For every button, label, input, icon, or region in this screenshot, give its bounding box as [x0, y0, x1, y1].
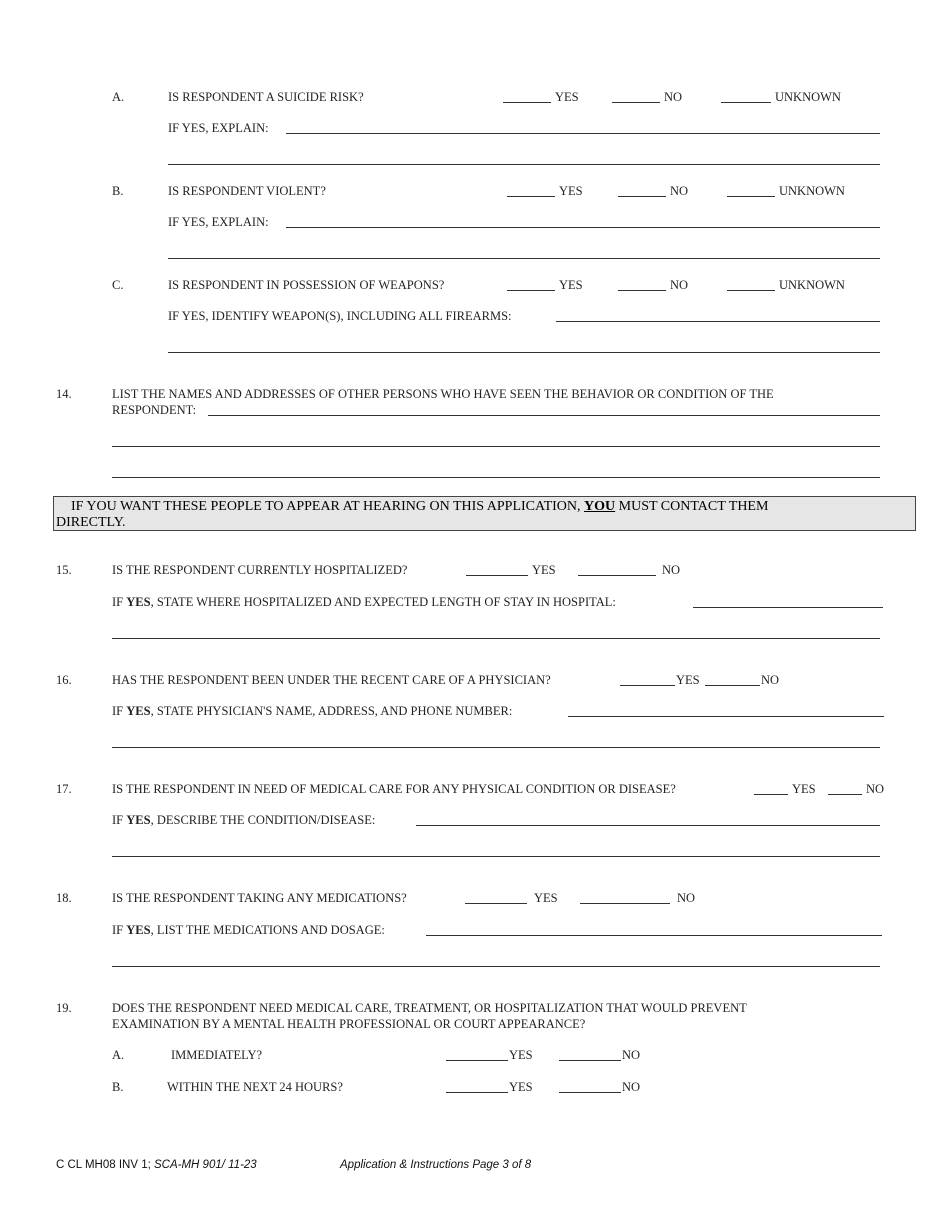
banner-you: YOU [584, 499, 616, 514]
q16-answer-line-1[interactable] [568, 716, 884, 717]
q15-if: IF [112, 595, 124, 609]
q13b-no-blank[interactable] [618, 196, 666, 197]
q17-no-blank[interactable] [828, 794, 862, 795]
q14-text-line2: RESPONDENT: [112, 403, 197, 417]
q18-yes-label: YES [534, 891, 558, 905]
q14-text-line1: LIST THE NAMES AND ADDRESSES OF OTHER PERSONS WHO HAVE SEEN THE BEHAVIOR OR CONDITION OF THE [112, 387, 774, 401]
q16-question: HAS THE RESPONDENT BEEN UNDER THE RECENT CARE OF A PHYSICIAN? [112, 673, 551, 687]
q13a-explain-line-1[interactable] [286, 133, 880, 134]
footer-page-label: Application & Instructions Page 3 of 8 [340, 1159, 532, 1171]
q16-followup-text: , STATE PHYSICIAN'S NAME, ADDRESS, AND PHONE NUMBER: [150, 704, 513, 718]
q19-text-line1: DOES THE RESPONDENT NEED MEDICAL CARE, TREATMENT, OR HOSPITALIZATION THAT WOULD PREVENT [112, 1001, 747, 1015]
q13c-no-blank[interactable] [618, 290, 666, 291]
q16-yes-blank[interactable] [620, 685, 675, 686]
q13a-yes-blank[interactable] [503, 102, 551, 103]
q13c-no-label: NO [670, 278, 689, 292]
q13b-explain-line-1[interactable] [286, 227, 880, 228]
q18-answer-line-2[interactable] [112, 966, 880, 967]
q15-no-label: NO [662, 563, 681, 577]
q18-number: 18. [56, 891, 72, 905]
q13b-yes-label: YES [559, 184, 583, 198]
q13a-letter: A. [112, 90, 125, 104]
q18-yes-word: YES [126, 923, 151, 937]
q13c-yes-label: YES [559, 278, 583, 292]
q13c-letter: C. [112, 278, 124, 292]
q13c-unknown-label: UNKNOWN [779, 278, 845, 292]
q13b-explain-label: IF YES, EXPLAIN: [168, 215, 269, 229]
q13c-explain-label: IF YES, IDENTIFY WEAPON(S), INCLUDING ALL FIREARMS: [168, 309, 512, 323]
q17-number: 17. [56, 782, 72, 796]
q13b-explain-line-2[interactable] [168, 258, 880, 259]
q17-answer-line-2[interactable] [112, 856, 880, 857]
q15-followup [112, 595, 616, 609]
q15-followup-text: , STATE WHERE HOSPITALIZED AND EXPECTED LENGTH OF STAY IN HOSPITAL: [150, 595, 616, 609]
q15-yes-word: YES [126, 595, 151, 609]
q15-yes-blank[interactable] [466, 575, 528, 576]
q13b-unknown-blank[interactable] [727, 196, 775, 197]
footer-code: C CL MH08 INV 1; [56, 1159, 151, 1171]
q13b-letter: B. [112, 184, 124, 198]
q17-yes-word: YES [126, 813, 151, 827]
q16-answer-line-2[interactable] [112, 747, 880, 748]
q18-if: IF [112, 923, 124, 937]
q14-number: 14. [56, 387, 72, 401]
q14-answer-line-3[interactable] [112, 477, 880, 478]
q19b-no-blank[interactable] [559, 1092, 621, 1093]
banner-text-pre: IF YOU WANT THESE PEOPLE TO APPEAR AT HEARING ON THIS APPLICATION, [71, 499, 581, 514]
q13a-yes-label: YES [555, 90, 579, 104]
q15-question: IS THE RESPONDENT CURRENTLY HOSPITALIZED? [112, 563, 408, 577]
q17-answer-line-1[interactable] [416, 825, 880, 826]
contact-notice-banner [53, 496, 916, 531]
q19a-letter: A. [112, 1048, 125, 1062]
q13c-question: IS RESPONDENT IN POSSESSION OF WEAPONS? [168, 278, 445, 292]
q19-number: 19. [56, 1001, 72, 1015]
q13c-unknown-blank[interactable] [727, 290, 775, 291]
q15-answer-line-1[interactable] [693, 607, 883, 608]
q19a-text: IMMEDIATELY? [171, 1048, 263, 1062]
footer-form-code [56, 1159, 257, 1171]
q15-number: 15. [56, 563, 72, 577]
q13a-explain-label: IF YES, EXPLAIN: [168, 121, 269, 135]
q18-question: IS THE RESPONDENT TAKING ANY MEDICATIONS? [112, 891, 407, 905]
q15-yes-label: YES [532, 563, 556, 577]
q17-followup [112, 813, 375, 827]
q15-no-blank[interactable] [578, 575, 656, 576]
q13a-explain-line-2[interactable] [168, 164, 880, 165]
q13c-yes-blank[interactable] [507, 290, 555, 291]
q13a-unknown-label: UNKNOWN [775, 90, 841, 104]
q13b-no-label: NO [670, 184, 689, 198]
q16-yes-label: YES [676, 673, 700, 687]
q13a-question: IS RESPONDENT A SUICIDE RISK? [168, 90, 364, 104]
banner-text-line2: DIRECTLY. [56, 515, 126, 530]
q13c-explain-line-1[interactable] [556, 321, 880, 322]
q16-number: 16. [56, 673, 72, 687]
q18-followup-text: , LIST THE MEDICATIONS AND DOSAGE: [150, 923, 385, 937]
q19b-letter: B. [112, 1080, 124, 1094]
q19a-no-blank[interactable] [559, 1060, 621, 1061]
q13a-no-label: NO [664, 90, 683, 104]
banner-text-post: MUST CONTACT THEM [618, 499, 769, 514]
q15-answer-line-2[interactable] [112, 638, 880, 639]
q18-answer-line-1[interactable] [426, 935, 882, 936]
q19b-yes-blank[interactable] [446, 1092, 508, 1093]
q18-yes-blank[interactable] [465, 903, 527, 904]
q16-if: IF [112, 704, 124, 718]
q14-answer-line-1[interactable] [208, 415, 880, 416]
q19b-no-label: NO [622, 1080, 641, 1094]
q19a-yes-label: YES [509, 1048, 533, 1062]
q19b-text: WITHIN THE NEXT 24 HOURS? [167, 1080, 343, 1094]
q19a-no-label: NO [622, 1048, 641, 1062]
q19b-yes-label: YES [509, 1080, 533, 1094]
q16-yes-word: YES [126, 704, 151, 718]
q16-no-blank[interactable] [705, 685, 760, 686]
q13b-yes-blank[interactable] [507, 196, 555, 197]
q18-no-blank[interactable] [580, 903, 670, 904]
q13a-no-blank[interactable] [612, 102, 660, 103]
footer-form-number: SCA-MH 901/ 11-23 [154, 1159, 257, 1171]
q18-no-label: NO [677, 891, 696, 905]
q19a-yes-blank[interactable] [446, 1060, 508, 1061]
q17-question: IS THE RESPONDENT IN NEED OF MEDICAL CARE FOR ANY PHYSICAL CONDITION OR DISEASE? [112, 782, 676, 796]
q16-followup [112, 704, 512, 718]
q16-no-label: NO [761, 673, 780, 687]
q17-no-label: NO [866, 782, 885, 796]
q17-yes-label: YES [792, 782, 816, 796]
q19-text-line2: EXAMINATION BY A MENTAL HEALTH PROFESSIONAL OR COURT APPEARANCE? [112, 1017, 586, 1031]
q18-followup [112, 923, 385, 937]
q13a-unknown-blank[interactable] [721, 102, 771, 103]
q13b-unknown-label: UNKNOWN [779, 184, 845, 198]
q17-followup-text: , DESCRIBE THE CONDITION/DISEASE: [150, 813, 376, 827]
q17-yes-blank[interactable] [754, 794, 788, 795]
q13b-question: IS RESPONDENT VIOLENT? [168, 184, 326, 198]
q14-answer-line-2[interactable] [112, 446, 880, 447]
q13c-explain-line-2[interactable] [168, 352, 880, 353]
q17-if: IF [112, 813, 124, 827]
